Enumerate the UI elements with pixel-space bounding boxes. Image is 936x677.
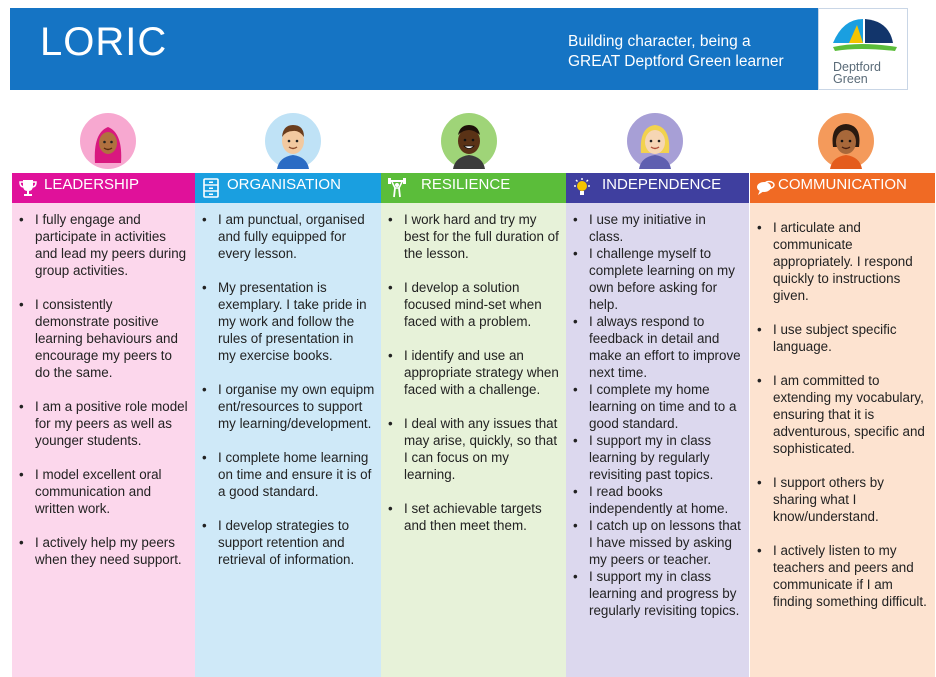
- column-body: [566, 203, 749, 677]
- list-item: • My presentation is exemplary. I take pride in my work and follow the rules of presentation in my exercise books.: [195, 279, 381, 364]
- avatar-organisation: [265, 113, 321, 169]
- column-body: [381, 203, 566, 677]
- list-item: • I develop a solution focused mind-set when faced with a problem.: [381, 279, 566, 330]
- column-header-organisation: [195, 173, 381, 203]
- column-body: [12, 203, 195, 677]
- list-item: • I articulate and communicate appropriately. I respond quickly to instructions given.: [750, 219, 935, 304]
- avatar-independence: [627, 113, 683, 169]
- list-item: • I complete home learning on time and ensure it is of a good standard.: [195, 449, 381, 500]
- tagline: [568, 32, 818, 72]
- list-item: • I am committed to extending my vocabulary, ensuring that it is adventurous, specific and sophisticated.: [750, 372, 935, 457]
- list-item: • I model excellent oral communication and written work.: [12, 466, 195, 517]
- list-item: • I catch up on lessons that I have missed by asking my peers or teacher.: [566, 517, 749, 568]
- item-list: [195, 211, 381, 568]
- trophy-icon: [18, 178, 38, 198]
- column-independence: [566, 173, 749, 677]
- column-body: [195, 203, 381, 677]
- list-item: • I develop strategies to support retention and retrieval of information.: [195, 517, 381, 568]
- list-item: • I actively listen to my teachers and peers and communicate if I am finding something difficult.: [750, 542, 935, 610]
- list-item: • I use my initiative in class.: [566, 211, 749, 245]
- column-heading: ORGANISATION: [227, 176, 341, 193]
- weightlifter-icon: [387, 178, 407, 198]
- logo-text-line-1: Deptford: [833, 60, 881, 74]
- lightbulb-icon: [572, 178, 592, 198]
- column-heading: COMMUNICATION: [778, 176, 907, 193]
- list-item: • I use subject specific language.: [750, 321, 935, 355]
- list-item: • I always respond to feedback in detail and make an effort to improve next time.: [566, 313, 749, 381]
- column-communication: [750, 173, 935, 677]
- page-title: LORIC: [40, 20, 168, 64]
- avatar-communication: [818, 113, 874, 169]
- tagline-line-1: Building character, being a: [568, 33, 751, 50]
- item-list: [566, 211, 749, 619]
- avatar-resilience: [441, 113, 497, 169]
- school-logo: [818, 8, 908, 90]
- column-heading: INDEPENDENCE: [602, 176, 722, 193]
- list-item: • I support my in class learning and progress by regularly revisiting topics.: [566, 568, 749, 619]
- logo-text-line-2: Green: [833, 72, 868, 86]
- logo-mark-icon: [819, 9, 909, 61]
- list-item: • I set achievable targets and then meet them.: [381, 500, 566, 534]
- list-item: • I read books independently at home.: [566, 483, 749, 517]
- list-item: • I support others by sharing what I know/understand.: [750, 474, 935, 525]
- column-heading: LEADERSHIP: [44, 176, 140, 193]
- list-item: • I organise my own equipment/resources to support my learning/development.: [195, 381, 381, 432]
- item-list: [12, 211, 195, 568]
- list-item: • I work hard and try my best for the full duration of the lesson.: [381, 211, 566, 262]
- list-item: • I identify and use an appropriate strategy when faced with a challenge.: [381, 347, 566, 398]
- list-item: • I am a positive role model for my peers as well as younger students.: [12, 398, 195, 449]
- list-item: • I challenge myself to complete learning on my own before asking for help.: [566, 245, 749, 313]
- tagline-line-2: GREAT Deptford Green learner: [568, 53, 784, 70]
- column-heading: RESILIENCE: [421, 176, 511, 193]
- column-resilience: [381, 173, 566, 677]
- list-item: • I consistently demonstrate positive learning behaviours and encourage my peers to do the same.: [12, 296, 195, 381]
- list-item: • I deal with any issues that may arise, quickly, so that I can focus on my learning.: [381, 415, 566, 483]
- item-list: [381, 211, 566, 534]
- list-item: • I fully engage and participate in activities and lead my peers during group activities.: [12, 211, 195, 279]
- column-header-communication: [750, 173, 935, 203]
- column-header-leadership: [12, 173, 195, 203]
- list-item: • I support my in class learning by regularly revisiting past topics.: [566, 432, 749, 483]
- column-leadership: [12, 173, 195, 677]
- list-item: • I am punctual, organised and fully equipped for every lesson.: [195, 211, 381, 262]
- filing-cabinet-icon: [201, 178, 221, 198]
- logo-text: [833, 61, 903, 85]
- speech-bubbles-icon: [756, 178, 776, 198]
- column-organisation: [195, 173, 381, 677]
- item-list: [750, 219, 935, 610]
- list-item: • I complete my home learning on time and to a good standard.: [566, 381, 749, 432]
- column-body: [750, 203, 935, 677]
- list-item: • I actively help my peers when they need support.: [12, 534, 195, 568]
- column-header-resilience: [381, 173, 566, 203]
- avatar-leadership: [80, 113, 136, 169]
- column-header-independence: [566, 173, 749, 203]
